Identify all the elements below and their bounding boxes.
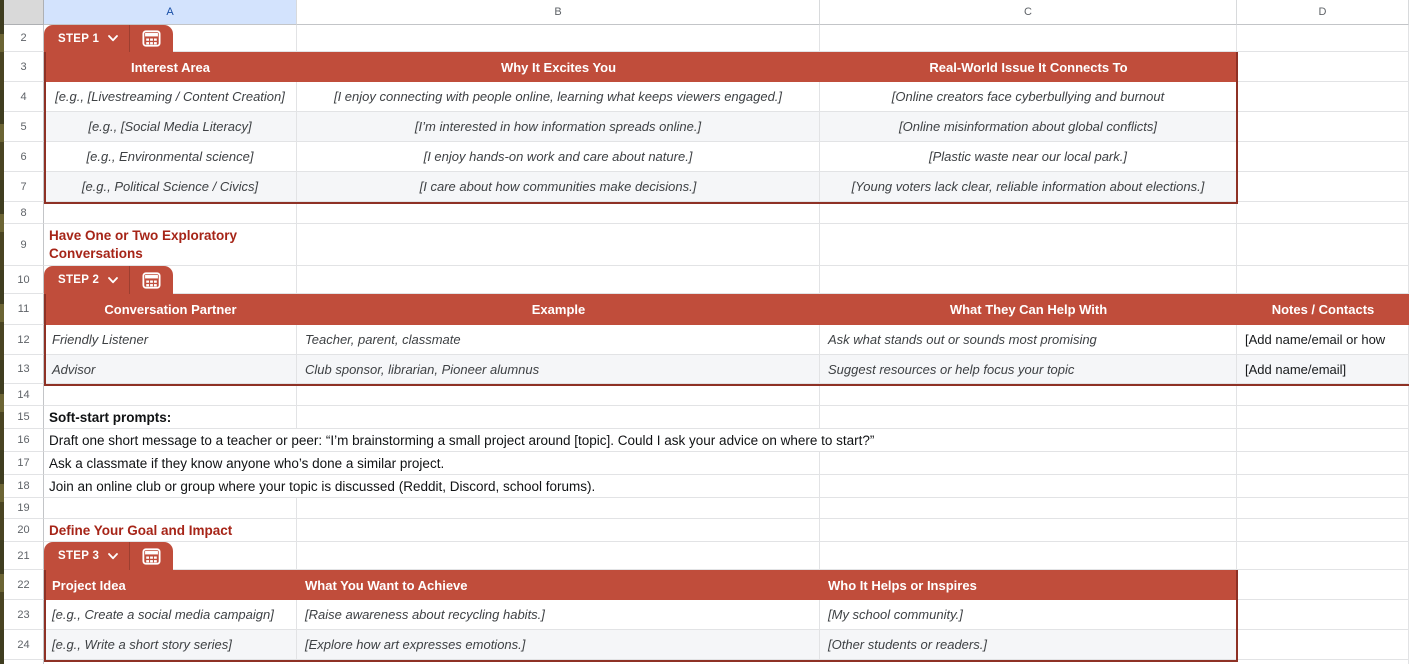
row-header-21[interactable]: 21: [4, 542, 44, 570]
row-header-3[interactable]: 3: [4, 52, 44, 82]
cell-D8[interactable]: [1237, 202, 1409, 224]
row-header-4[interactable]: 4: [4, 82, 44, 112]
row-24: [4, 630, 1409, 660]
cell-A22[interactable]: [44, 570, 297, 600]
cell-D3[interactable]: [1237, 52, 1409, 82]
chevron-down-icon[interactable]: [108, 277, 118, 284]
cell-A18[interactable]: [44, 475, 820, 498]
cell-C17[interactable]: [820, 452, 1237, 475]
cell-B3[interactable]: [297, 52, 820, 82]
cell-C24[interactable]: [Other students or readers.]: [820, 630, 1237, 660]
section-title-goal: Define Your Goal and Impact: [49, 522, 233, 538]
cell-D21[interactable]: [1237, 542, 1409, 570]
row-header-18[interactable]: 18: [4, 475, 44, 498]
cell-B5[interactable]: [I’m interested in how information spreads online.]: [297, 112, 820, 142]
column-header-C[interactable]: [820, 0, 1237, 25]
column-header-row: [4, 0, 1409, 25]
cell-D7[interactable]: [1237, 172, 1409, 202]
row-header-23[interactable]: 23: [4, 600, 44, 630]
cell-D20[interactable]: [1237, 519, 1409, 542]
cell-D22[interactable]: [1237, 570, 1409, 600]
cell-D9[interactable]: [1237, 224, 1409, 266]
cell-D23[interactable]: [1237, 600, 1409, 630]
step2-tab-label: STEP 2: [58, 274, 100, 286]
cell-C8[interactable]: [820, 202, 1237, 224]
row-10: [4, 266, 1409, 294]
cell-A14[interactable]: [44, 384, 297, 406]
cell-A9[interactable]: [44, 224, 297, 266]
chevron-down-icon[interactable]: [108, 35, 118, 42]
step3-header-idea: Project Idea: [52, 577, 126, 593]
cell-B21[interactable]: [297, 542, 820, 570]
cell-D14[interactable]: [1237, 384, 1409, 406]
column-letter: B: [554, 6, 562, 18]
row-3: [4, 52, 1409, 82]
cell-A13[interactable]: Advisor: [44, 355, 297, 384]
row-header-14[interactable]: 14: [4, 384, 44, 406]
cell-A8[interactable]: [44, 202, 297, 224]
row-header-6[interactable]: 6: [4, 142, 44, 172]
cell-D24[interactable]: [1237, 630, 1409, 660]
column-header-D[interactable]: [1237, 0, 1409, 25]
cell-D18[interactable]: [1237, 475, 1409, 498]
table-grid-icon[interactable]: [130, 30, 173, 47]
cell-D13[interactable]: [Add name/email]: [1237, 355, 1409, 384]
cell-C12[interactable]: Ask what stands out or sounds most promising: [820, 325, 1237, 355]
chevron-down-icon[interactable]: [108, 553, 118, 560]
cell-D12[interactable]: [Add name/email or how: [1237, 325, 1409, 355]
prompt-1: Draft one short message to a teacher or peer: “I’m brainstorming a small project around [topic]. Could I ask your advice on where to start?”: [49, 432, 875, 448]
row-7: [4, 172, 1409, 202]
row-header-15[interactable]: 15: [4, 406, 44, 429]
cell-B14[interactable]: [297, 384, 820, 406]
cell-D16[interactable]: [1237, 429, 1409, 452]
cell-B4[interactable]: [I enjoy connecting with people online, learning what keeps viewers engaged.]: [297, 82, 820, 112]
cell-D5[interactable]: [1237, 112, 1409, 142]
table-grid-icon[interactable]: [130, 272, 173, 289]
step3-header-helps: Who It Helps or Inspires: [828, 577, 977, 593]
step2-header-example: Example: [531, 302, 586, 317]
cell-C10[interactable]: [820, 266, 1237, 294]
row-12: [4, 325, 1409, 355]
cell-A16[interactable]: [44, 429, 1237, 452]
cell-C2[interactable]: [820, 25, 1237, 52]
cell-A20[interactable]: [44, 519, 297, 542]
row-header-19[interactable]: 19: [4, 498, 44, 519]
step1-tab-label: STEP 1: [58, 32, 100, 45]
row-header-12[interactable]: 12: [4, 325, 44, 355]
step1-header-why: Why It Excites You: [500, 59, 617, 75]
cell-C20[interactable]: [820, 519, 1237, 542]
cell-C18[interactable]: [820, 475, 1237, 498]
row-header-5[interactable]: 5: [4, 112, 44, 142]
column-header-B[interactable]: [297, 0, 820, 25]
step2-header-help: What They Can Help With: [949, 302, 1108, 317]
row-14: [4, 384, 1409, 406]
cell-A19[interactable]: [44, 498, 297, 519]
row-17: [4, 452, 1409, 475]
step3-header-achieve: What You Want to Achieve: [305, 577, 468, 593]
column-letter: D: [1318, 6, 1327, 18]
cell-A3[interactable]: [44, 52, 297, 82]
cell-A4[interactable]: [e.g., [Livestreaming / Content Creation]: [44, 82, 297, 112]
cell-B22[interactable]: [297, 570, 820, 600]
step3-table-tab[interactable]: [44, 542, 173, 570]
cell-B8[interactable]: [297, 202, 820, 224]
row-header-9[interactable]: 9: [4, 224, 44, 266]
cell-A17[interactable]: [44, 452, 820, 475]
column-header-A[interactable]: [44, 0, 297, 25]
row-20: [4, 519, 1409, 542]
cell-C7[interactable]: [Young voters lack clear, reliable information about elections.]: [820, 172, 1237, 202]
row-header-24[interactable]: 24: [4, 630, 44, 660]
row-16: [4, 429, 1409, 452]
row-header-22[interactable]: 22: [4, 570, 44, 600]
cell-A6[interactable]: [e.g., Environmental science]: [44, 142, 297, 172]
cell-A24[interactable]: [e.g., Write a short story series]: [44, 630, 297, 660]
cell-C3[interactable]: [820, 52, 1237, 82]
cell-B9[interactable]: [297, 224, 820, 266]
cell-B23[interactable]: [Raise awareness about recycling habits.]: [297, 600, 820, 630]
row-23: [4, 600, 1409, 630]
cell-D17[interactable]: [1237, 452, 1409, 475]
row-9: [4, 224, 1409, 266]
cell-C14[interactable]: [820, 384, 1237, 406]
cell-A11[interactable]: [44, 294, 297, 325]
row-18: [4, 475, 1409, 498]
cell-B13[interactable]: Club sponsor, librarian, Pioneer alumnus: [297, 355, 820, 384]
row-11: [4, 294, 1409, 325]
cell-B2[interactable]: [297, 25, 820, 52]
cell-partial-25[interactable]: [44, 660, 1409, 664]
cell-B24[interactable]: [Explore how art expresses emotions.]: [297, 630, 820, 660]
cell-D19[interactable]: [1237, 498, 1409, 519]
row-5: [4, 112, 1409, 142]
cell-C23[interactable]: [My school community.]: [820, 600, 1237, 630]
step2-table-tab[interactable]: [44, 266, 173, 294]
cell-C21[interactable]: [820, 542, 1237, 570]
cell-D15[interactable]: [1237, 406, 1409, 429]
step2-header-notes: Notes / Contacts: [1271, 302, 1375, 317]
step1-table-tab[interactable]: [44, 25, 173, 52]
cell-C13[interactable]: Suggest resources or help focus your topic: [820, 355, 1237, 384]
cell-A23[interactable]: [e.g., Create a social media campaign]: [44, 600, 297, 630]
prompt-2: Ask a classmate if they know anyone who’s done a similar project.: [49, 455, 445, 471]
row-6: [4, 142, 1409, 172]
row-header-7[interactable]: 7: [4, 172, 44, 202]
table-grid-icon[interactable]: [130, 548, 173, 565]
step1-header-interest-area: Interest Area: [131, 59, 210, 75]
row-header-8[interactable]: 8: [4, 202, 44, 224]
row-header-17[interactable]: 17: [4, 452, 44, 475]
cell-B12[interactable]: Teacher, parent, classmate: [297, 325, 820, 355]
row-15: [4, 406, 1409, 429]
cell-D4[interactable]: [1237, 82, 1409, 112]
cell-B7[interactable]: [I care about how communities make decisions.]: [297, 172, 820, 202]
cell-C19[interactable]: [820, 498, 1237, 519]
cell-D10[interactable]: [1237, 266, 1409, 294]
cell-B19[interactable]: [297, 498, 820, 519]
soft-start-title: Soft-start prompts:: [49, 409, 172, 425]
row-19: [4, 498, 1409, 519]
cell-D6[interactable]: [1237, 142, 1409, 172]
cell-C15[interactable]: [820, 406, 1237, 429]
step3-tab-label: STEP 3: [58, 550, 100, 562]
row-22: [4, 570, 1409, 600]
row-header-2[interactable]: 2: [4, 25, 44, 52]
cell-D2[interactable]: [1237, 25, 1409, 52]
row-partial-25: [4, 660, 1409, 664]
row-21: [4, 542, 1409, 570]
row-header-11[interactable]: 11: [4, 294, 44, 325]
row-8: [4, 202, 1409, 224]
cell-C6[interactable]: [Plastic waste near our local park.]: [820, 142, 1237, 172]
row-header-25[interactable]: [4, 660, 44, 664]
cell-C22[interactable]: [820, 570, 1237, 600]
row-4: [4, 82, 1409, 112]
column-letter: C: [1024, 6, 1032, 18]
row-13: [4, 355, 1409, 384]
section-title-exploratory: Have One or Two Exploratory Conversations: [49, 227, 238, 261]
cell-A15[interactable]: [44, 406, 297, 429]
cell-B6[interactable]: [I enjoy hands-on work and care about nature.]: [297, 142, 820, 172]
cell-B10[interactable]: [297, 266, 820, 294]
cell-A5[interactable]: [e.g., [Social Media Literacy]: [44, 112, 297, 142]
cell-B15[interactable]: [297, 406, 820, 429]
row-header-13[interactable]: 13: [4, 355, 44, 384]
row-2: [4, 25, 1409, 52]
row-header-10[interactable]: 10: [4, 266, 44, 294]
step2-header-partner: Conversation Partner: [104, 302, 237, 317]
prompt-3: Join an online club or group where your topic is discussed (Reddit, Discord, school forums).: [49, 478, 596, 494]
cell-B20[interactable]: [297, 519, 820, 542]
cell-D11[interactable]: [1237, 294, 1409, 325]
row-header-20[interactable]: 20: [4, 519, 44, 542]
cell-C5[interactable]: [Online misinformation about global conflicts]: [820, 112, 1237, 142]
select-all-corner[interactable]: [4, 0, 44, 25]
row-header-16[interactable]: 16: [4, 429, 44, 452]
cell-A12[interactable]: Friendly Listener: [44, 325, 297, 355]
cell-B11[interactable]: [297, 294, 820, 325]
cell-C9[interactable]: [820, 224, 1237, 266]
cell-C4[interactable]: [Online creators face cyberbullying and burnout: [820, 82, 1237, 112]
step1-header-issue: Real-World Issue It Connects To: [929, 59, 1128, 75]
cell-A7[interactable]: [e.g., Political Science / Civics]: [44, 172, 297, 202]
column-letter: A: [166, 6, 174, 18]
cell-C11[interactable]: [820, 294, 1237, 325]
